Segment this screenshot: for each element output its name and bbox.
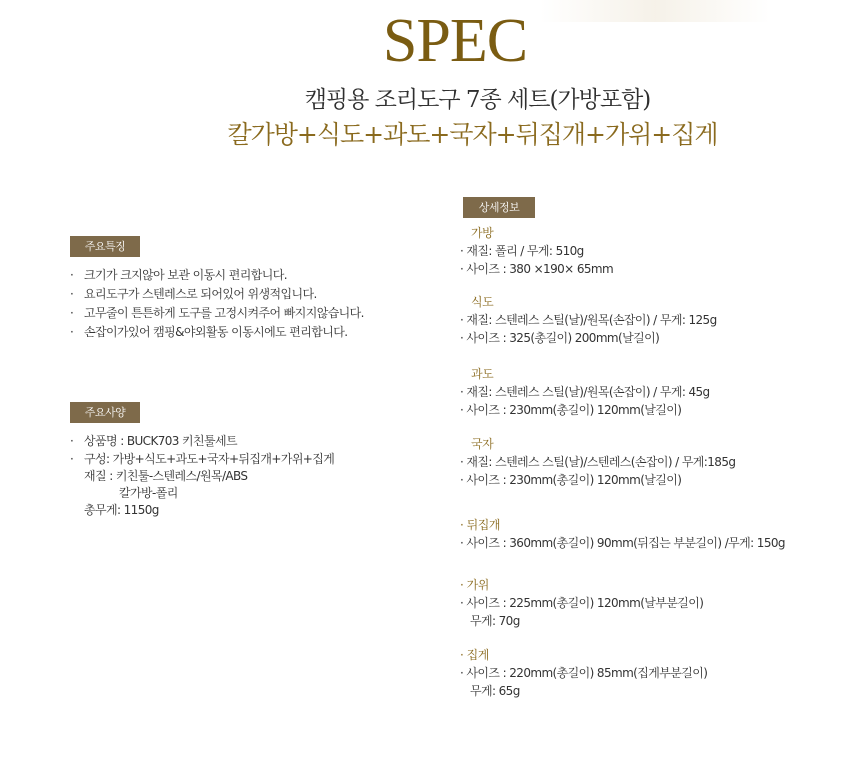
list-item [70, 285, 364, 304]
detail-line: · 사이즈 : 380 ×190× 65mm [460, 262, 614, 276]
spec-total-weight: 총무게: 1150g [84, 503, 159, 517]
list-item [70, 432, 334, 451]
detail-ladle [460, 435, 735, 489]
list-item [70, 266, 364, 285]
detail-title: 국자 [471, 437, 494, 451]
spec-product-name: 상품명 : BUCK703 키친툴세트 [84, 434, 237, 448]
detail-title: 가방 [471, 226, 494, 240]
specs-list [70, 432, 334, 519]
list-item-text: 고무줄이 튼튼하게 도구를 고정시켜주어 빠지지않습니다. [84, 306, 364, 320]
detail-title: · 뒤집개 [460, 518, 500, 532]
detail-line: 무게: 70g [470, 614, 520, 628]
detail-title: 식도 [471, 295, 494, 309]
list-item-text: 크기가 크지않아 보관 이동시 편리합니다. [84, 268, 287, 282]
detail-line: · 사이즈 : 220mm(총길이) 85mm(집게부분길이) [460, 666, 708, 680]
detail-scissors [460, 576, 703, 630]
detail-title: · 가위 [460, 578, 489, 592]
detail-line: · 사이즈 : 230mm(총길이) 120mm(날길이) [460, 403, 682, 417]
page-title: SPEC [382, 7, 528, 75]
features-badge: 주요특징 [70, 236, 140, 257]
spec-material-bag: 칼가방-폴리 [119, 486, 178, 500]
detail-line: · 사이즈 : 325(총길이) 200mm(날길이) [460, 331, 660, 345]
spec-composition: · 구성: 가방+식도+과도+국자+뒤집개+가위+집게 [84, 452, 335, 466]
detail-line: · 재질: 폴리 / 무게: 510g [460, 244, 584, 258]
specs-badge: 주요사양 [70, 402, 140, 423]
detail-bag [460, 224, 613, 278]
product-name: 캠핑용 조리도구 7종 세트(가방포함) [304, 87, 651, 113]
detail-line: · 재질: 스텐레스 스틸(날)/원목(손잡이) / 무게: 45g [460, 385, 710, 399]
product-components: 칼가방+식도+과도+국자+뒤집개+가위+집게 [227, 120, 718, 149]
features-list [70, 266, 364, 342]
list-item-text: 요리도구가 스텐레스로 되어있어 위생적입니다. [84, 287, 317, 301]
detail-line: · 사이즈 : 230mm(총길이) 120mm(날길이) [460, 473, 682, 487]
list-item-text: 손잡이가있어 캠핑&야외활동 이동시에도 편리합니다. [84, 325, 348, 339]
detail-tongs [460, 646, 707, 700]
detail-paring-knife [460, 365, 710, 419]
detail-line: · 사이즈 : 225mm(총길이) 120mm(날부분길이) [460, 596, 704, 610]
list-item [70, 451, 334, 519]
detail-title: 과도 [471, 367, 494, 381]
detail-turner [460, 516, 785, 552]
detail-line: · 재질: 스텐레스 스틸(날)/원목(손잡이) / 무게: 125g [460, 313, 717, 327]
details-badge: 상세정보 [463, 197, 535, 218]
detail-title: · 집게 [460, 648, 489, 662]
detail-chef-knife [460, 293, 717, 347]
detail-line: · 사이즈 : 360mm(총길이) 90mm(뒤집는 부분길이) /무게: 150g [460, 536, 785, 550]
detail-line: · 재질: 스텐레스 스틸(날)/스텐레스(손잡이) / 무게:185g [460, 455, 736, 469]
spec-material: 재질 : 키친툴-스텐레스/원목/ABS [84, 469, 248, 483]
list-item [70, 323, 364, 342]
detail-line: 무게: 65g [470, 684, 520, 698]
list-item [70, 304, 364, 323]
